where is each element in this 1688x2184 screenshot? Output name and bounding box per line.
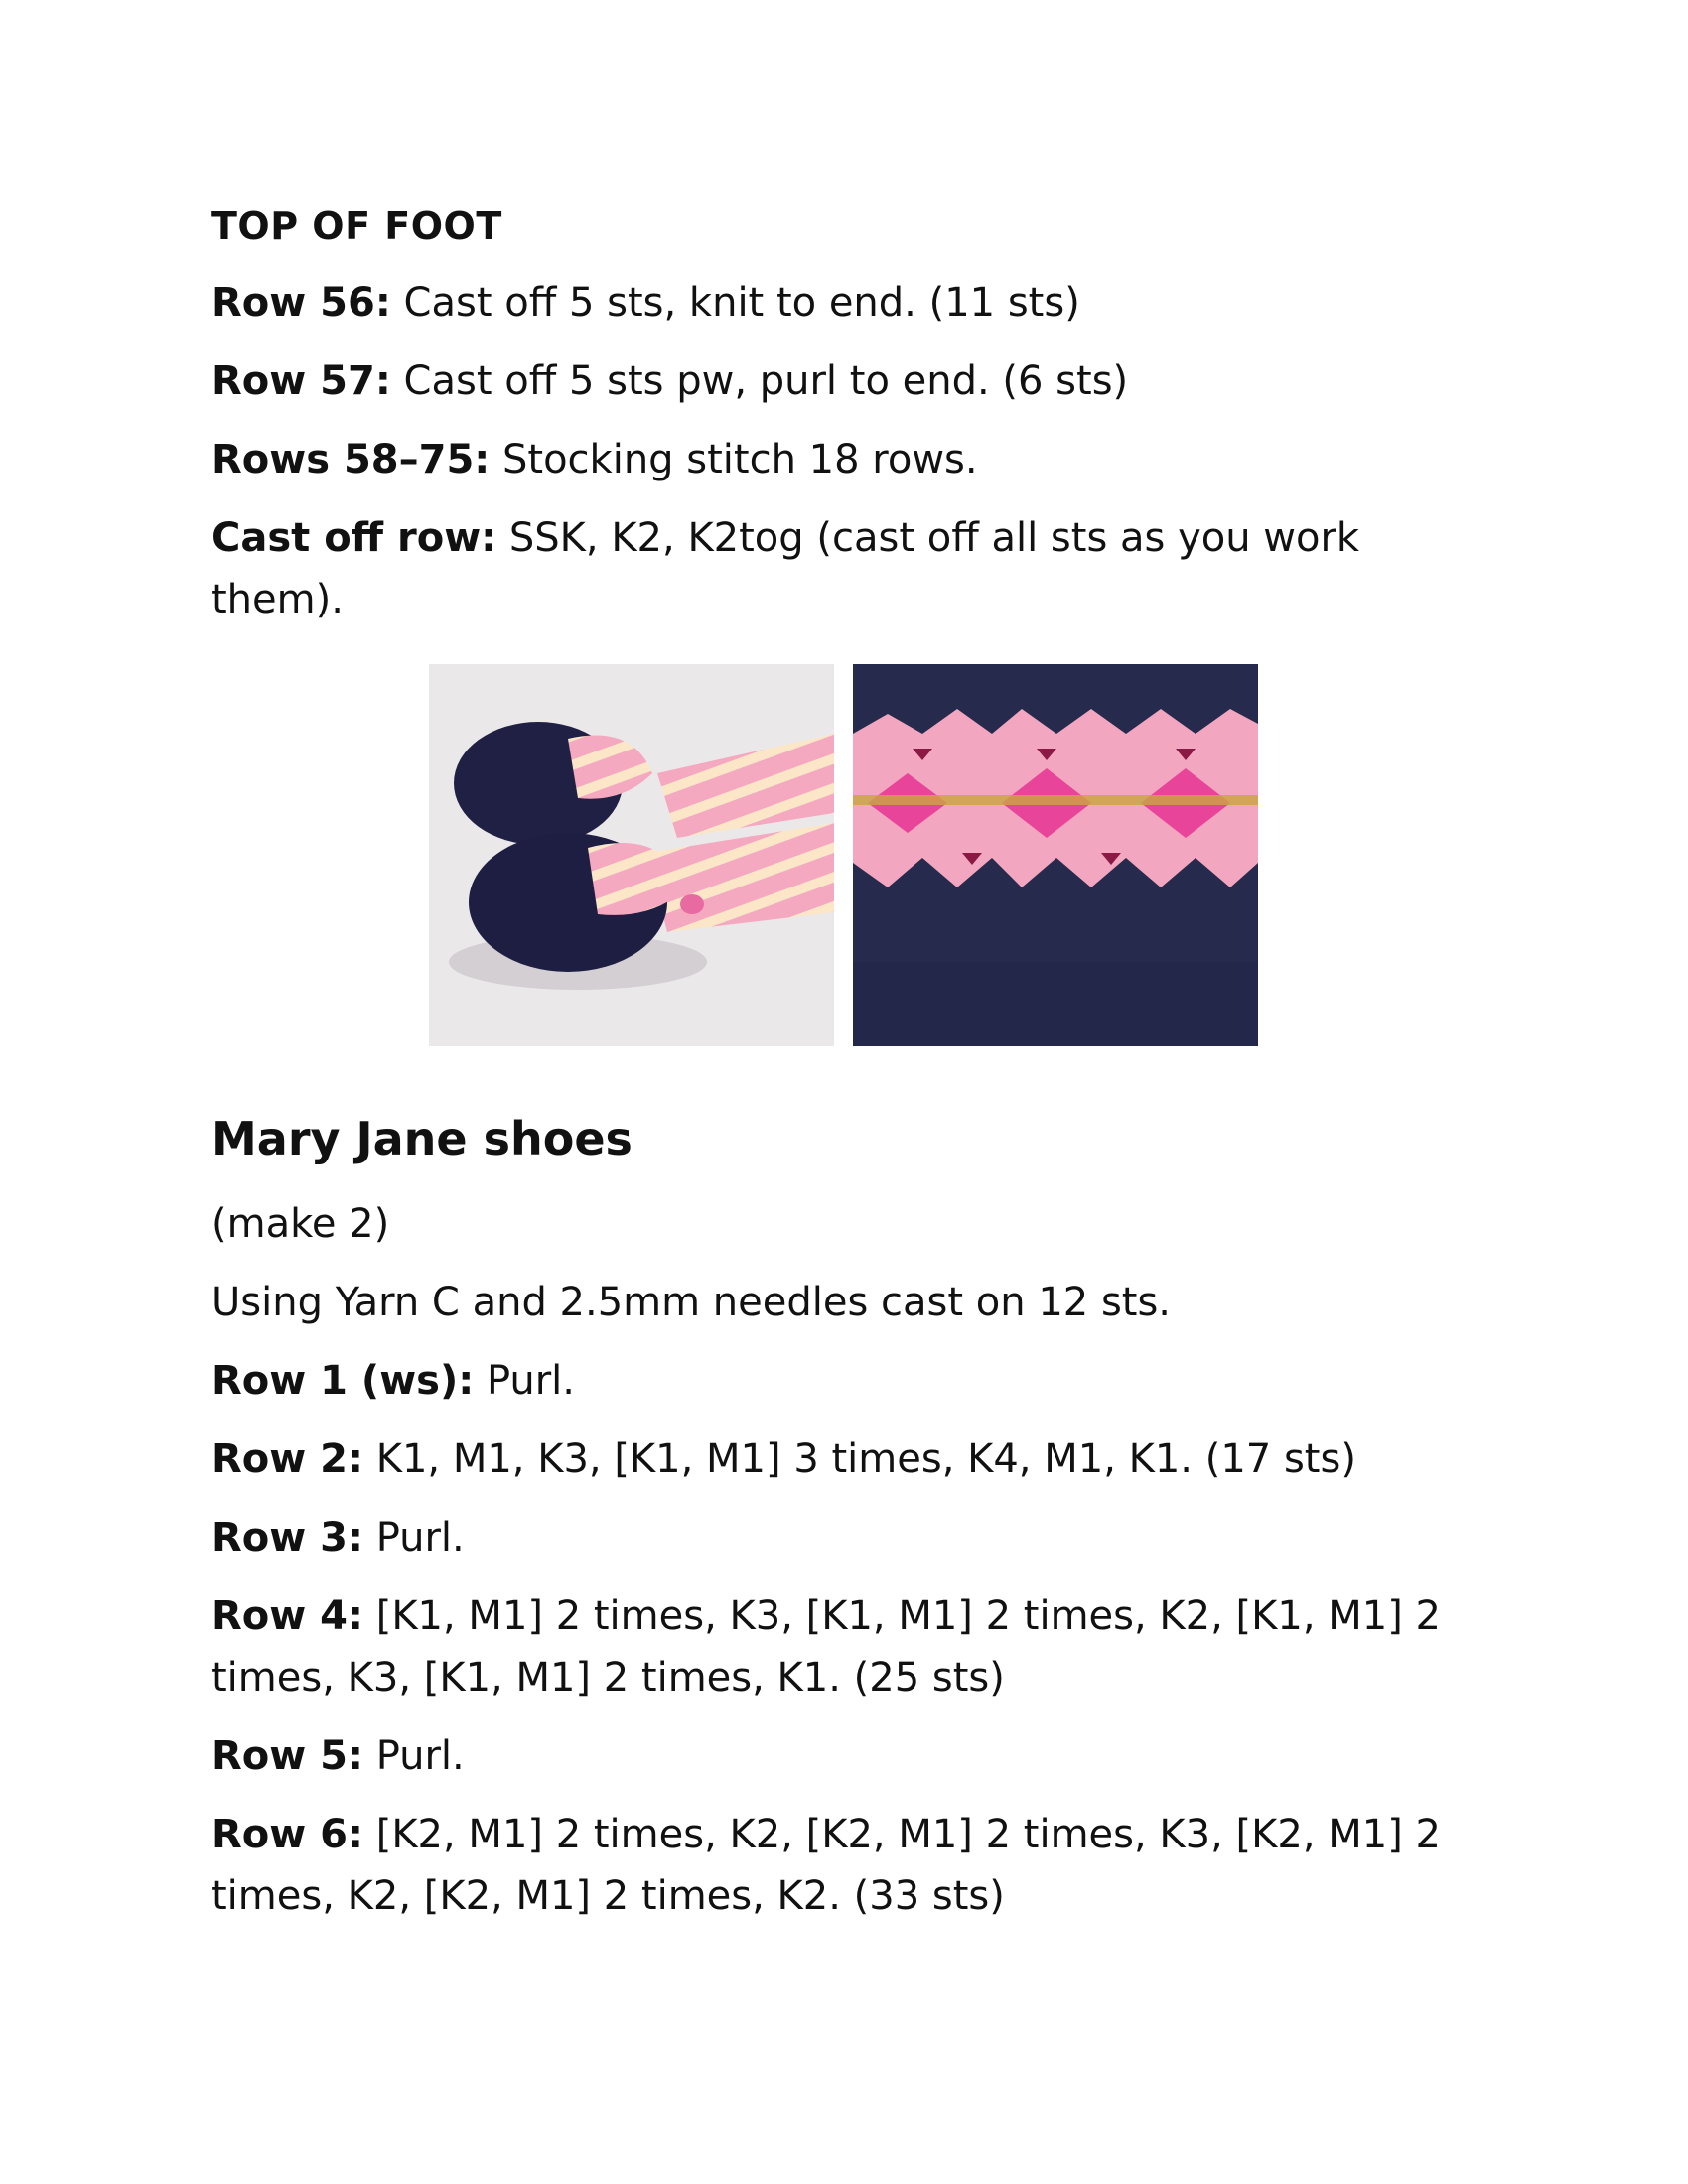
row-text: Stocking stitch 18 rows.	[490, 437, 978, 482]
shoes-illustration	[429, 664, 834, 1046]
instruction-row-4	[211, 1585, 1502, 1708]
row-text: Purl.	[474, 1358, 576, 1404]
row-text: SSK, K2, K2tog (cast off all sts as you work them).	[211, 515, 1360, 622]
row-text: [K1, M1] 2 times, K3, [K1, M1] 2 times, K2, [K1, M1] 2 times, K3, [K1, M1] 2 times, K1. (25 sts)	[211, 1593, 1441, 1701]
row-label: Cast off row:	[211, 515, 497, 561]
row-label: Row 5:	[211, 1733, 363, 1779]
instruction-row-1	[211, 1350, 1502, 1412]
row-text: [K2, M1] 2 times, K2, [K2, M1] 2 times, K3, [K2, M1] 2 times, K2, [K2, M1] 2 times, K2. (33 sts)	[211, 1812, 1441, 1919]
instruction-cast-off-row	[211, 507, 1502, 630]
row-label: Rows 58–75:	[211, 437, 491, 482]
section-title: Mary Jane shoes	[211, 1112, 633, 1165]
row-text: Purl.	[363, 1733, 465, 1779]
instruction-row-6	[211, 1804, 1502, 1927]
row-text: K1, M1, K3, [K1, M1] 3 times, K4, M1, K1. (17 sts)	[363, 1436, 1356, 1482]
fair-isle-illustration	[853, 664, 1258, 1046]
row-text: Purl.	[363, 1515, 465, 1561]
instruction-row-56	[211, 272, 1502, 334]
instruction-row-5	[211, 1725, 1502, 1787]
row-label: Row 2:	[211, 1436, 363, 1482]
top-of-foot-heading: TOP OF FOOT	[211, 205, 502, 248]
instruction-row-57	[211, 350, 1502, 412]
row-label: Row 4:	[211, 1593, 363, 1639]
row-label: Row 1 (ws):	[211, 1358, 475, 1404]
row-text: Cast off 5 sts, knit to end. (11 sts)	[390, 280, 1080, 326]
instruction-rows-58-75	[211, 429, 1502, 490]
pattern-page	[211, 199, 1502, 1944]
make-note: (make 2)	[211, 1201, 390, 1247]
photo-strip	[211, 664, 1502, 1056]
row-label: Row 6:	[211, 1812, 363, 1857]
row-text: Cast off 5 sts pw, purl to end. (6 sts)	[390, 358, 1129, 404]
row-label: Row 3:	[211, 1515, 363, 1561]
mary-jane-shoes-photo	[429, 664, 834, 1046]
intro-text: Using Yarn C and 2.5mm needles cast on 12 sts.	[211, 1280, 1172, 1325]
instruction-row-2	[211, 1429, 1502, 1490]
row-label: Row 56:	[211, 280, 391, 326]
row-label: Row 57:	[211, 358, 391, 404]
fair-isle-swatch-photo	[853, 664, 1258, 1046]
instruction-row-3	[211, 1507, 1502, 1569]
